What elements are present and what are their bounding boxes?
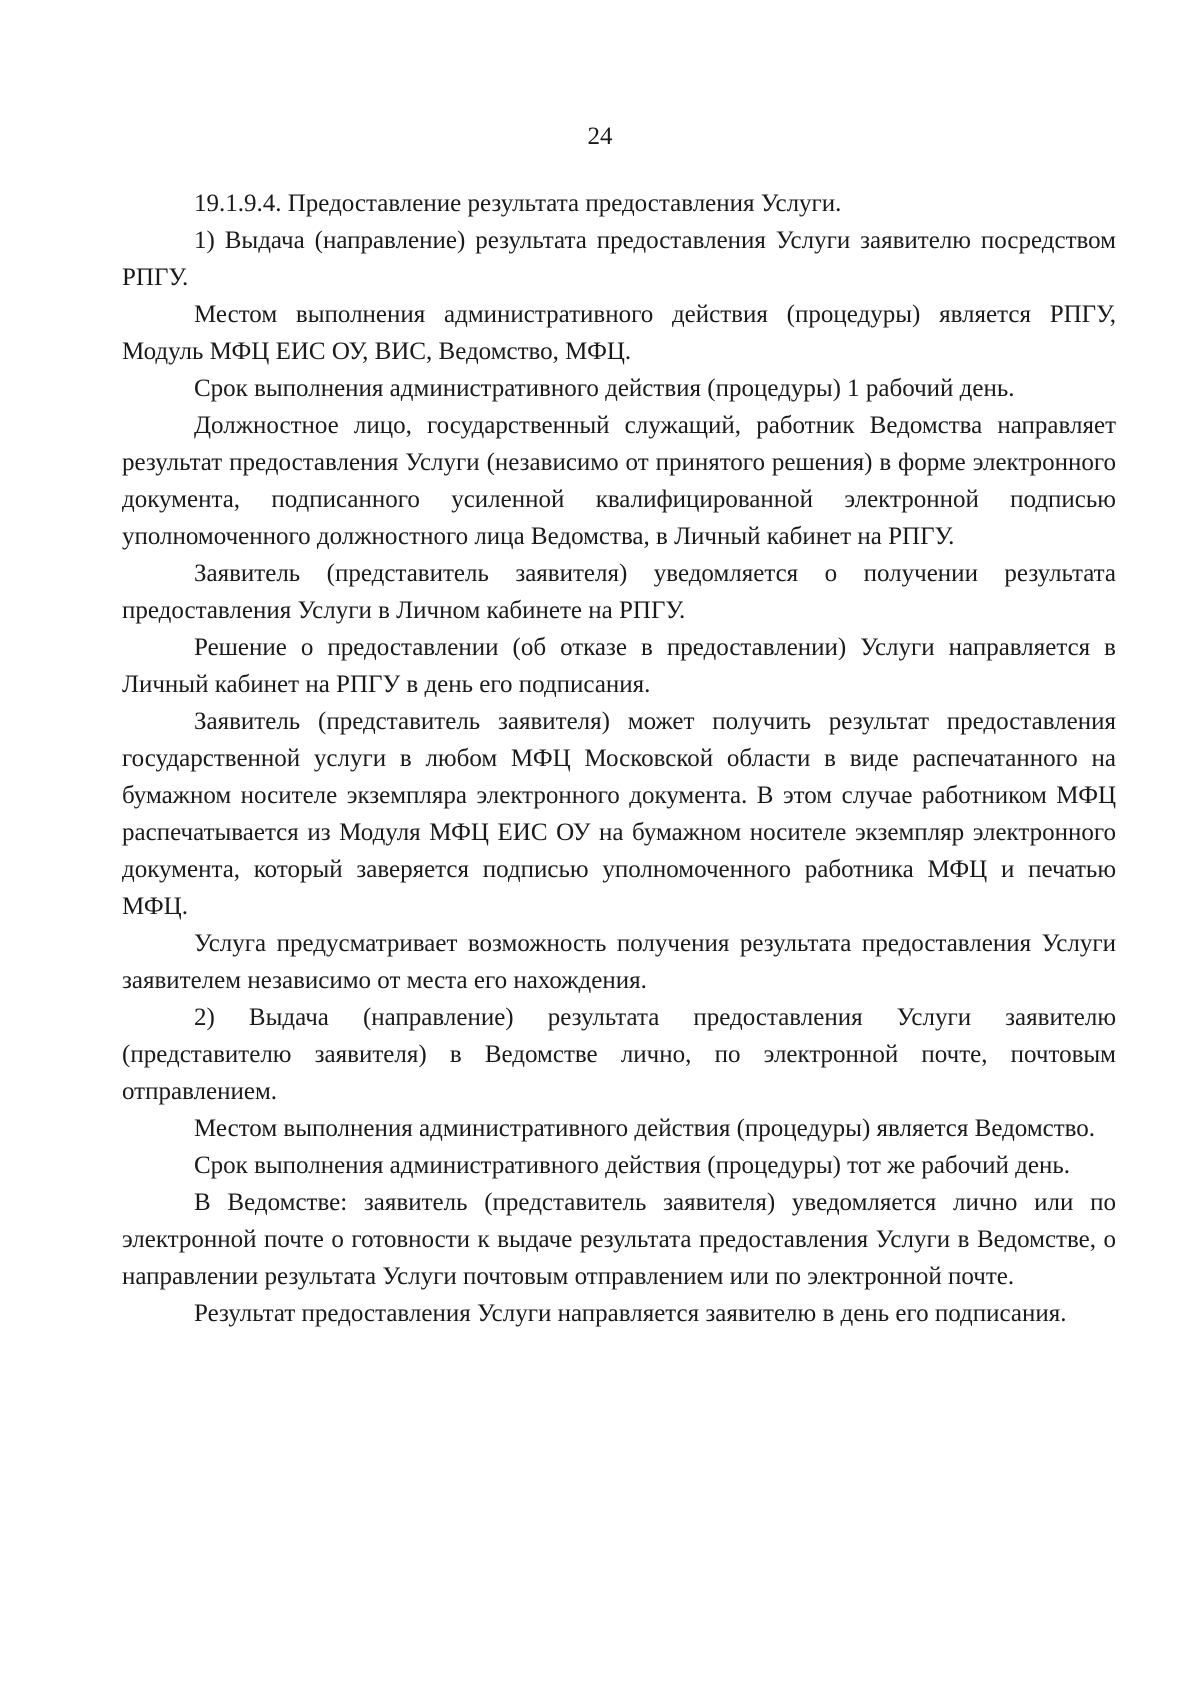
document-body bbox=[122, 185, 1116, 1332]
paragraph: Результат предоставления Услуги направляется заявителю в день его подписания. bbox=[194, 1300, 1067, 1327]
paragraph: Срок выполнения административного действия (процедуры) тот же рабочий день. bbox=[194, 1152, 1071, 1179]
paragraph: Заявитель (представитель заявителя) может получить результат предоставления государственной услуги в любом МФЦ Московской области в виде распечатанного на бумажном носителе экземпляра электронного документа. В этом случае работником МФЦ распечатывается из Модуля МФЦ ЕИС ОУ на бумажном носителе экземпляр электронного документа, который заверяется подписью уполномоченного работника МФЦ и печатью МФЦ. bbox=[122, 708, 1116, 920]
paragraph: Решение о предоставлении (об отказе в предоставлении) Услуги направляется в Личный кабинет на РПГУ в день его подписания. bbox=[122, 634, 1116, 698]
paragraph: Срок выполнения административного действия (процедуры) 1 рабочий день. bbox=[194, 375, 1015, 402]
paragraph: Должностное лицо, государственный служащий, работник Ведомства направляет результат предоставления Услуги (независимо от принятого решения) в форме электронного документа, подписанного усиленной квалифицированной электронной подписью уполномоченного должностного лица Ведомства, в Личный кабинет на РПГУ. bbox=[122, 412, 1116, 550]
paragraph: Местом выполнения административного действия (процедуры) является РПГУ, Модуль МФЦ ЕИС ОУ, ВИС, Ведомство, МФЦ. bbox=[122, 301, 1116, 365]
paragraph: В Ведомстве: заявитель (представитель заявителя) уведомляется лично или по электронной почте о готовности к выдаче результата предоставления Услуги в Ведомстве, о направлении результата Услуги почтовым отправлением или по электронной почте. bbox=[122, 1189, 1116, 1290]
paragraph-section-heading: 19.1.9.4. Предоставление результата предоставления Услуги. bbox=[194, 190, 842, 217]
paragraph: 1) Выдача (направление) результата предоставления Услуги заявителю посредством РПГУ. bbox=[122, 227, 1116, 291]
paragraph: Услуга предусматривает возможность получения результата предоставления Услуги заявителем независимо от места его нахождения. bbox=[122, 930, 1116, 994]
paragraph: Заявитель (представитель заявителя) уведомляется о получении результата предоставления Услуги в Личном кабинете на РПГУ. bbox=[122, 560, 1116, 624]
page-number: 24 bbox=[587, 123, 613, 150]
paragraph: 2) Выдача (направление) результата предоставления Услуги заявителю (представителю заявителя) в Ведомстве лично, по электронной почте, почтовым отправлением. bbox=[122, 1004, 1116, 1105]
paragraph: Местом выполнения административного действия (процедуры) является Ведомство. bbox=[194, 1115, 1096, 1142]
